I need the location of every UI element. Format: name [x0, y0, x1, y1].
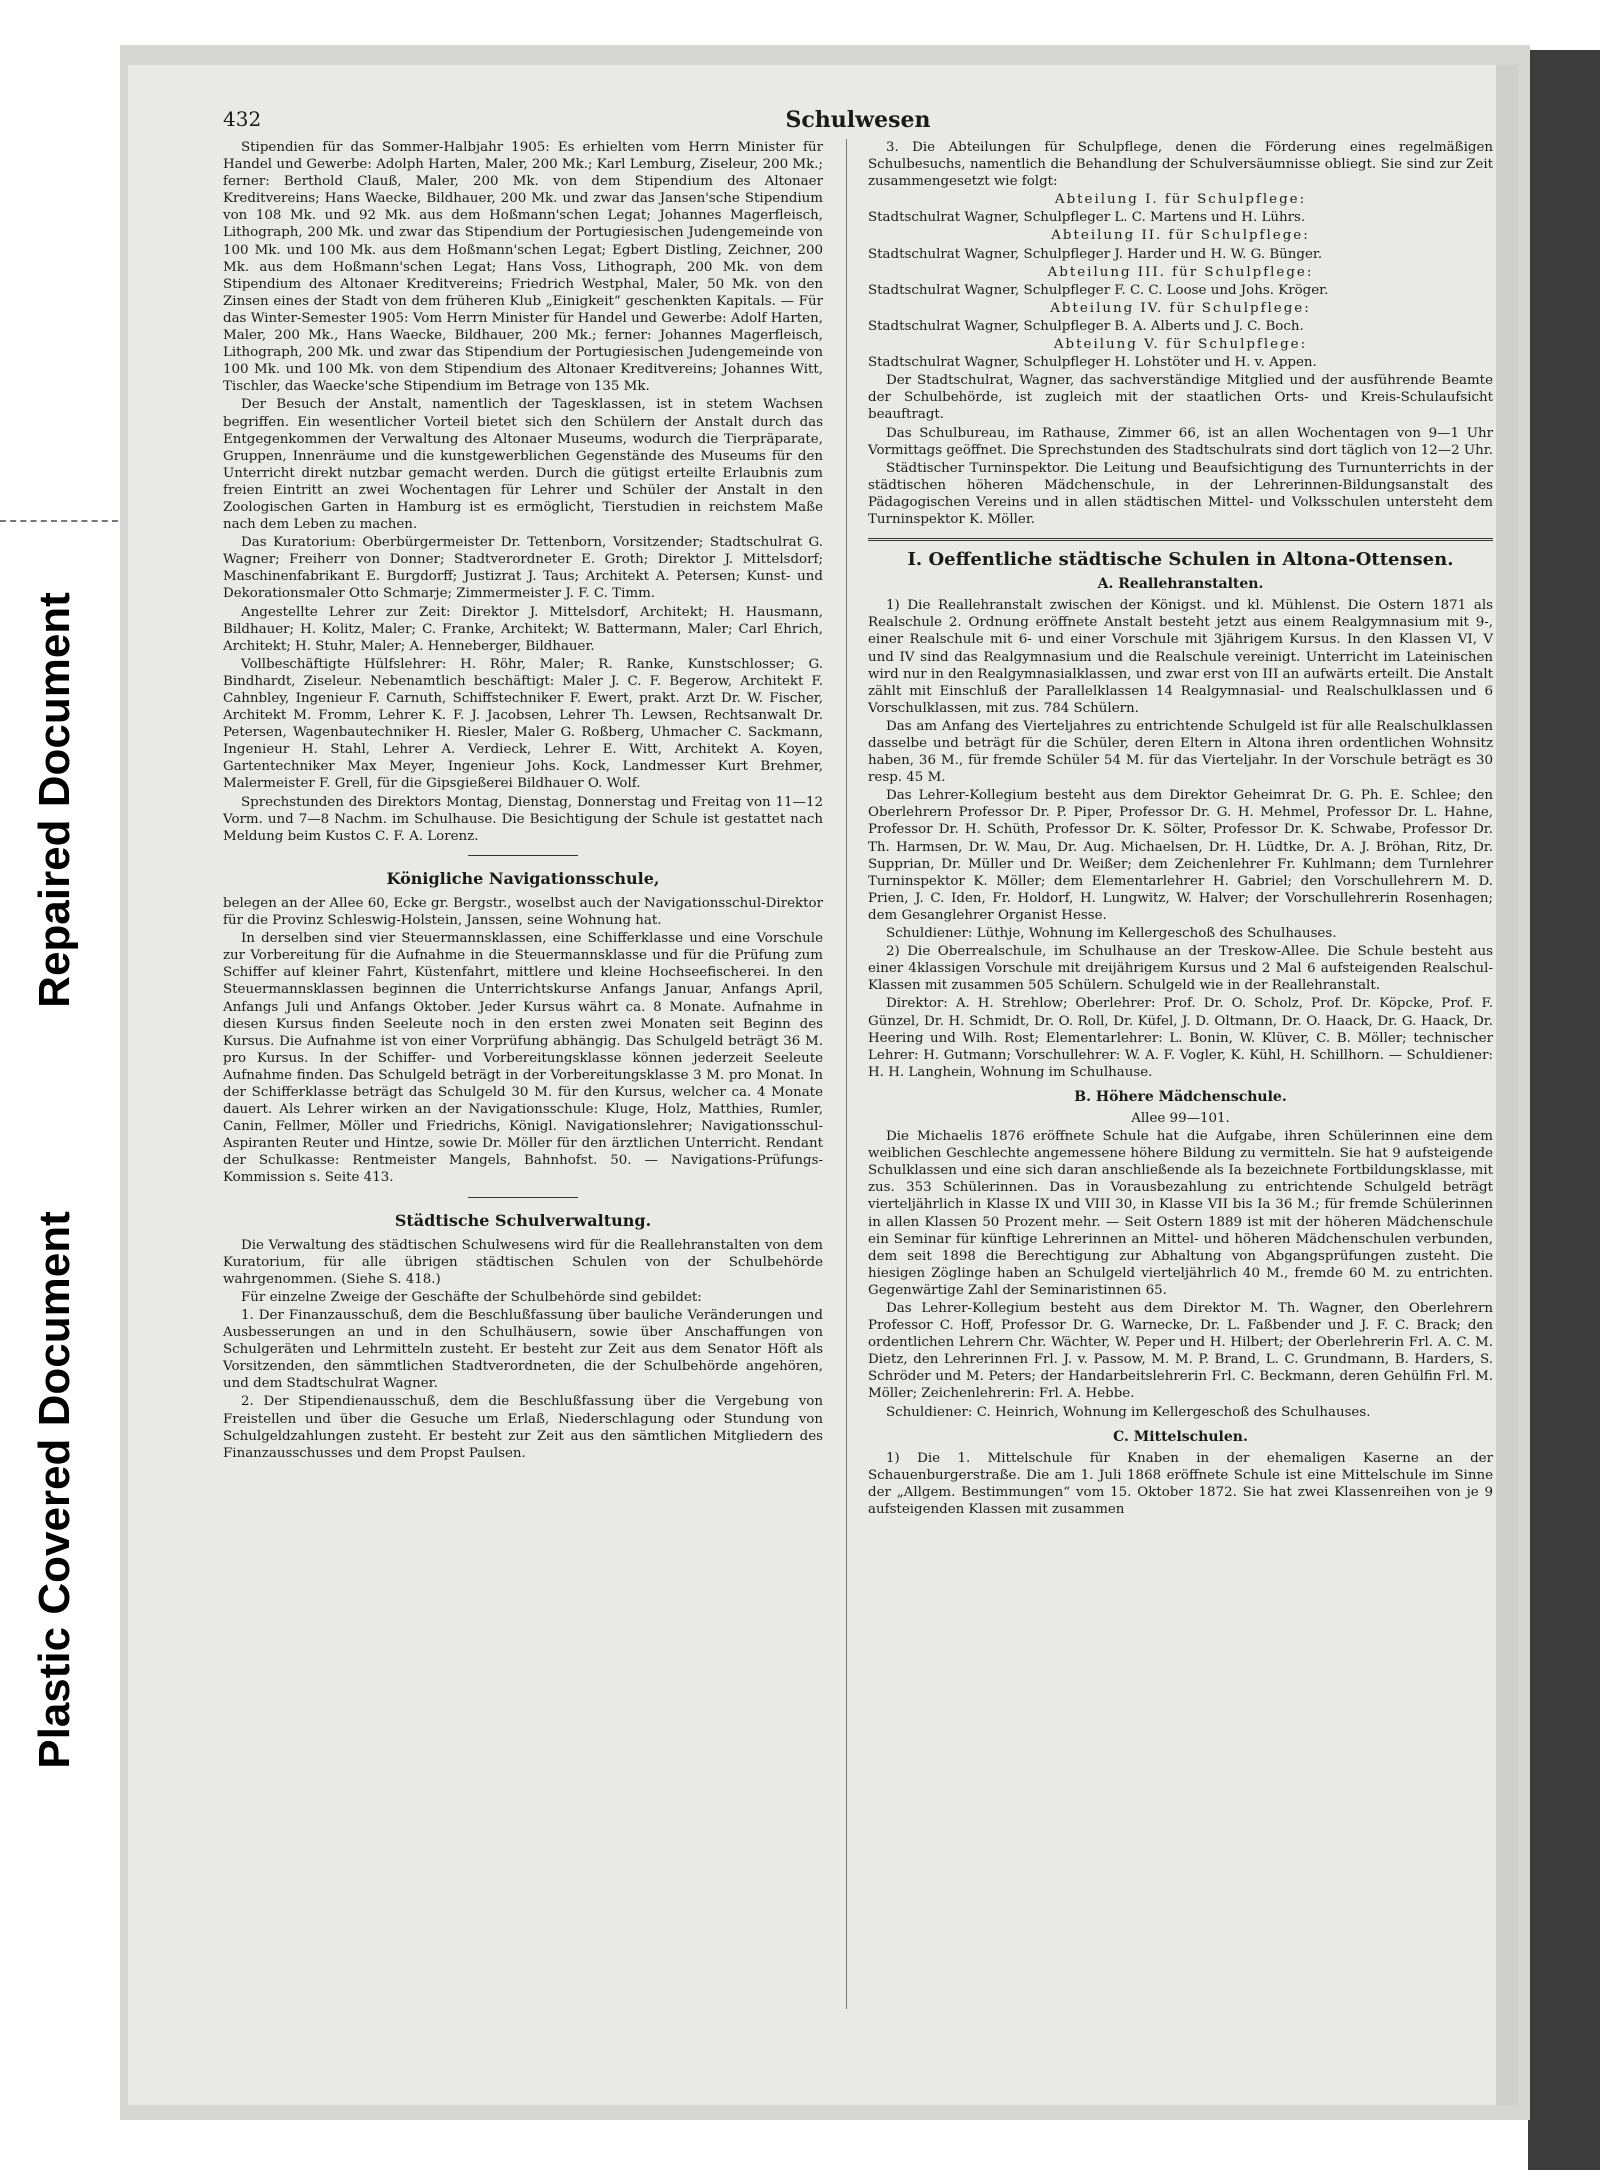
subsection-heading-maedchenschule: B. Höhere Mädchenschule. [1074, 1088, 1287, 1105]
abteilung-heading: Abteilung V. für Schulpflege: [1053, 337, 1308, 353]
kuratorium-paragraph: Das Kuratorium: Oberbürgermeister Dr. Tettenborn, Vorsitzender; Stadtschulrat G. Wagner; Freiherr von Donner; Stadtverordneter E. Groth; Direktor J. Mittelsdorf; Maschinenfabrikant E. Burgdorff; Justizrat J. Taus; Architekt A. Petersen; Kunst- und Dekorationsmaler Otto Schmarje; Zimmermeister J. F. C. Timm. [223, 535, 823, 602]
turninspektor-paragraph: Städtischer Turninspektor. Die Leitung und Beaufsichtigung des Turnunterrichts in der städtischen höheren Mädchenschule, in der Lehrerinnen-Bildungsanstalt des Pädagogischen Vereins und in allen städtischen Mittel- und Volksschulen untersteht dem Turninspektor K. Möller. [868, 460, 1493, 527]
oberrealschule-paragraph: 2) Die Oberrealschule, im Schulhause an der Treskow-Allee. Die Schule besteht aus einer 4klassigen Vorschule mit dreijährigem Kursus und 2 Mal 6 aufsteigenden Realschul-Klassen mit zusammen 505 Schülern. Schulgeld wie in der Reallehranstalt. [868, 944, 1493, 994]
abteilung-heading: Abteilung III. für Schulpflege: [1047, 264, 1314, 280]
subsection-heading-reallehranstalten: A. Reallehranstalten. [1097, 576, 1264, 593]
schulgeld-paragraph: Das am Anfang des Vierteljahres zu entrichtende Schulgeld ist für alle Realschulklassen dasselbe und beträgt für die Schüler, deren Eltern in Altona ihren ordentlichen Wohnsitz haben, 36 M., für fremde Schüler 54 M. für das Vierteljahr. In der Vorschule beträgt es 30 resp. 45 M. [868, 718, 1493, 786]
abteilung-heading: Abteilung II. für Schulpflege: [1051, 228, 1310, 244]
section-heading-schulverwaltung: Städtische Schulverwaltung. [394, 1210, 652, 1230]
section-heading-oeffentliche-schulen: I. Oeffentliche städtische Schulen in Altona-Ottensen. [907, 549, 1454, 571]
double-rule [868, 538, 1493, 541]
lehrer-kollegium-paragraph: Das Lehrer-Kollegium besteht aus dem Direktor Geheimrat Dr. G. Ph. E. Schlee; den Oberlehrern Professor Dr. P. Piper, Professor Dr. G. H. Mehmel, Professor Dr. L. Hahne, Professor Dr. H. Schüth, Professor Dr. K. Sölter, Professor Dr. K. Schwabe, Professor Dr. Th. Harmsen, Dr. W. Mau, Dr. Aug. Michaelsen, Dr. H. Lüdtke, Dr. A. J. Bröhan, Ritz, Dr. Supprian, Dr. Müller und Dr. Weißer; dem Zeichenlehrer Fr. Kuhlmann; dem Turnlehrer Turninspektor K. Möller; dem Elementarlehrer H. Gabriel; den Vorschullehrern M. D. Prien, J. C. Iden, Fr. Holdorf, H. Lungwitz, W. Halver; der Vorschullehrerin Rosenhagen; dem Gesanglehrer Organist Hesse. [868, 788, 1493, 923]
schulbureau-paragraph: Das Schulbureau, im Rathause, Zimmer 66, ist an allen Wochentagen von 9—1 Uhr Vormittags geöffnet. Die Sprechstunden des Stadtschulrats sind dort täglich von 12—2 Uhr. [868, 425, 1493, 458]
abteilungen-intro: 3. Die Abteilungen für Schulpflege, denen die Förderung eines regelmäßigen Schulbesuchs, namentlich die Behandlung der Schulversäumnisse obliegt. Sie sind zur Zeit zusammengesetzt wie folgt: [868, 140, 1493, 190]
maedchenschule-paragraph: Die Michaelis 1876 eröffnete Schule hat die Aufgabe, ihren Schülerinnen eine dem weiblichen Geschlechte angemessene höhere Bildung zu vermitteln. Sie hat 9 aufsteigende Schulklassen und eine sich daran anschließende als Ia bezeichnete Fortbildungsklasse, mit zus. 353 Schülerinnen. Das in Vorausbezahlung zu entrichtende Schulgeld beträgt vierteljährlich in Klasse IX und VIII 30, in Klasse VII bis Ia 36 M.; für fremde Schülerinnen in allen Klassen 50 Prozent mehr. — Seit Ostern 1889 ist mit der höheren Mädchenschule ein Seminar für künftige Lehrerinnen an Mittel- und höheren Mädchenschulen verbunden, dem seit 1898 die Berechtigung zur Abhaltung von Abgangsprüfungen zusteht. Die hiesigen Zöglinge haben an Schulgeld vierteljährlich 40 M., fremde 60 M. zu entrichten. Gegenwärtige Zahl der Seminaristinnen 65. [868, 1129, 1493, 1298]
abteilung-heading: Abteilung I. für Schulpflege: [1054, 192, 1307, 208]
sprechstunden-paragraph: Sprechstunden des Direktors Montag, Dienstag, Donnerstag und Freitag von 11—12 Vorm. und 7—8 Nachm. im Schulhause. Die Besichtigung der Schule ist gestattet nach Meldung beim Kustos C. F. A. Lorenz. [223, 794, 823, 844]
abteilung-members: Stadtschulrat Wagner, Schulpfleger B. A. Alberts und J. C. Boch. [868, 318, 1304, 334]
oberrealschule-staff-paragraph: Direktor: A. H. Strehlow; Oberlehrer: Prof. Dr. O. Scholz, Prof. Dr. Köpcke, Prof. F. Günzel, Dr. H. Schmidt, Dr. O. Roll, Dr. Küfel, J. D. Oltmann, Dr. O. Haack, Dr. G. Haack, Dr. Heering und Wilh. Rost; Elementarlehrer: L. Bonin, W. Klüver, C. B. Möller; technischer Lehrer: H. Gutmann; Vorschullehrer: W. A. F. Vogler, K. Kühl, H. Schillhorn. — Schuldiener: H. H. Langhein, Wohnung im Schulhause. [868, 996, 1493, 1080]
maedchenschule-kollegium-paragraph: Das Lehrer-Kollegium besteht aus dem Direktor M. Th. Wagner, den Oberlehrern Professor C. Hoff, Professor Dr. G. Warnecke, Dr. L. Faßbender und J. F. C. Brack; den ordentlichen Lehrern Chr. Wächter, W. Peper und H. Hilbert; der Oberlehrerin Frl. A. C. M. Dietz, den Lehrerinnen Frl. J. v. Passow, M. M. P. Brand, L. C. Grundmann, B. Harders, S. Schröder und M. Peters; der Handarbeitslehrerin Frl. C. Beckmann, deren Gehülfin Frl. M. Möller; Zeichenlehrerin: Frl. A. Hebbe. [868, 1301, 1493, 1402]
short-rule [468, 1197, 578, 1198]
column-divider [846, 139, 847, 2009]
stipendien-paragraph: Stipendien für das Sommer-Halbjahr 1905: Es erhielten vom Herrn Minister für Handel und Gewerbe: Adolph Harten, Maler, 200 Mk.; Karl Lemburg, Ziseleur, 200 Mk.; ferner: Berthold Clauß, Maler, 200 Mk. von dem Stipendium des Altonaer Kreditvereins; Hans Waecke, Bildhauer, 200 Mk. und zwar das Jansen'sche Stipendium von 108 Mk. und 92 Mk. aus dem Hoßmann'schen Legat; Johannes Magerfleisch, Lithograph, 200 Mk. und zwar das Stipendium der Portugiesischen Judengemeinde von 100 Mk. und 100 Mk. aus dem Hoßmann'schen Legat; Egbert Distling, Zeichner, 200 Mk. aus dem Hoßmann'schen Legat; Hans Voss, Lithograph, 200 Mk. von dem Stipendium des Altonaer Kreditvereins; Friedrich Westphal, Maler, 50 Mk. von den Zinsen eines der Stadt von dem früheren Klub „Einigkeit“ geschenkten Kapitals. — Für das Winter-Semester 1905: Vom Herrn Minister für Handel und Gewerbe: Adolf Harten, Maler, 200 Mk., Hans Waecke, Bildhauer, 200 Mk.; ferner: Johannes Magerfleisch, Lithograph, 200 Mk. und zwar das Stipendium der Portugiesischen Judengemeinde von 100 Mk. und 100 Mk. von dem Stipendium des Altonaer Kreditvereins; Johannes Witt, Tischler, das Waecke'sche Stipendium im Betrage von 135 Mk. [223, 140, 823, 395]
cut-line [0, 520, 118, 522]
page-edge [1496, 65, 1518, 2105]
navigationsschule-paragraph: In derselben sind vier Steuermannsklassen, eine Schifferklasse und eine Vorschule zur Vorbereitung für die Aufnahme in die Steuermannsklasse und für die Prüfung zum Schiffer auf kleiner Fahrt, Küstenfahrt, mittlere und kleine Hochseefischerei. In den Steuermannsklassen beginnen die Unterrichtskurse Anfangs Januar, Anfangs April, Anfangs Juli und Anfangs Oktober. Jeder Kursus währt ca. 8 Monate. Aufnahme in diesen Kursus finden Seeleute noch in den ersten zwei Monaten seit Beginn des Kursus. Die Aufnahme ist von einer Vorprüfung abhängig. Das Schulgeld beträgt 36 M. pro Kursus. In der Schiffer- und Vorbereitungsklasse können jederzeit Seeleute Aufnahme finden. Das Schulgeld beträgt in der Vorbereitungsklasse 3 M. pro Monat. In der Schifferklasse beträgt das Schulgeld 30 M. für den Kursus, welcher ca. 4 Monate dauert. Als Lehrer wirken an der Navigationsschule: Kluge, Holz, Matthies, Rumler, Canin, Fellmer, Möller und Friedrichs, Königl. Navigationslehrer; Navigationsschul-Aspiranten Reuter und Hintze, sowie Dr. Möller für den ärztlichen Unterricht. Rendant der Schulkasse: Rentmeister Mangels, Bahnhofst. 50. — Navigations-Prüfungs-Kommission s. Seite 413. [223, 931, 823, 1186]
schuldiener-paragraph: Schuldiener: Lüthje, Wohnung im Kellergeschoß des Schulhauses. [886, 926, 1337, 942]
verwaltung-paragraph: Die Verwaltung des städtischen Schulwesens wird für die Reallehranstalten von dem Kuratorium, für alle übrigen städtischen Schulen von der Schulbehörde wahrgenommen. (Siehe S. 418.) [223, 1237, 823, 1287]
reallehranstalt-paragraph: 1) Die Reallehranstalt zwischen der Königst. und kl. Mühlenst. Die Ostern 1871 als Realschule 2. Ordnung eröffnete Anstalt besteht jetzt aus einem Realgymnasium mit 9-, einer Realschule mit 6- und einer Vorschule mit 3jährigem Kursus. In den Klassen VI, V und IV sind das Realgymnasium und die Realschule vereinigt. Unterricht im Lateinischen wird nur in den Realgymnasialklassen, und zwar erst von III an aufwärts erteilt. Die Anstalt zählt mit Einschluß der Parallelklassen 14 Realgymnasial- und Realschulklassen und 6 Vorschulklassen, mit zus. 784 Schülern. [868, 598, 1493, 716]
page-number: 432 [223, 107, 262, 131]
repaired-document-label: Repaired Document [30, 592, 80, 1008]
abteilung-members: Stadtschulrat Wagner, Schulpfleger L. C. Martens und H. Lührs. [868, 210, 1306, 226]
abteilung-heading: Abteilung IV. für Schulpflege: [1050, 300, 1311, 316]
short-rule [468, 855, 578, 856]
besuch-paragraph: Der Besuch der Anstalt, namentlich der Tagesklassen, ist in stetem Wachsen begriffen. Ein wesentlicher Vorteil bietet sich den Schülern der Anstalt durch das Entgegenkommen der Verwaltung des Altonaer Museums, wodurch die Tierpräparate, Gruppen, Innenräume und die kunstgewerblichen Gegenstände des Museums für den Unterricht direkt nutzbar gemacht werden. Durch die gütigst erteilte Erlaubnis zum freien Eintritt an zwei Wochentagen für Lehrer und Schüler der Anstalt in den Zoologischen Garten in Hamburg ist es ermöglicht, Tierstudien in reichstem Maße nach dem Leben zu machen. [223, 397, 823, 533]
right-column [868, 139, 1493, 1519]
running-title: Schulwesen [785, 107, 931, 133]
abteilung-members: Stadtschulrat Wagner, Schulpfleger H. Lohstöter und H. v. Appen. [868, 355, 1317, 371]
navigationsschule-location: belegen an der Allee 60, Ecke gr. Bergstr., woselbst auch der Navigationsschul-Direktor für die Provinz Schleswig-Holstein, Janssen, seine Wohnung hat. [223, 895, 823, 929]
page-header [223, 107, 1493, 137]
left-column [223, 139, 823, 1463]
stadtschulrat-paragraph: Der Stadtschulrat, Wagner, das sachverständige Mitglied und der ausführende Beamte der Schulbehörde, ist zugleich mit der staatlichen Orts- und Kreis-Schulaufsicht beauftragt. [868, 373, 1493, 423]
huelfslehrer-paragraph: Vollbeschäftigte Hülfslehrer: H. Röhr, Maler; R. Ranke, Kunstschlosser; G. Bindhardt, Ziseleur. Nebenamtlich beschäftigt: Maler J. C. F. Begerow, Architekt F. Cahnbley, Ingenieur F. Carnuth, Schiffstechniker F. Ewert, prakt. Arzt Dr. W. Fischer, Architekt M. Fromm, Lehrer K. F. J. Jacobsen, Lehrer Th. Lewsen, Rechtsanwalt Dr. Petersen, Wagenbautechniker H. Riesler, Maler G. Roßberg, Uhmacher C. Sackmann, Ingenieur H. Stahl, Lehrer A. Verdieck, Lehrer E. Witt, Architekt A. Koyen, Gartentechniker Max Meyer, Ingenieur Johs. Kock, Landmesser Kurt Brehmer, Malermeister F. Grell, für die Gipsgießerei Bildhauer O. Wolf. [223, 656, 823, 792]
document-page [128, 65, 1518, 2105]
scanner-shadow [1528, 50, 1600, 2170]
lehrer-paragraph: Angestellte Lehrer zur Zeit: Direktor J. Mittelsdorf, Architekt; H. Hausmann, Bildhauer; H. Kolitz, Maler; C. Franke, Architekt; W. Battermann, Maler; Carl Ehrich, Architekt; H. Stuhr, Maler; A. Henneberger, Bildhauer. [223, 604, 823, 654]
subsection-heading-mittelschulen: C. Mittelschulen. [1113, 1428, 1248, 1445]
section-heading-navigationsschule: Königliche Navigationsschule, [386, 868, 660, 888]
abteilung-members: Stadtschulrat Wagner, Schulpfleger F. C. C. Loose und Johs. Kröger. [868, 282, 1329, 298]
finanzausschuss-paragraph: 1. Der Finanzausschuß, dem die Beschlußfassung über bauliche Veränderungen und Ausbesserungen an und in den Schulhäusern, sowie über Anschaffungen von Schulgeräten und Lehrmitteln zusteht. Er besteht zur Zeit aus dem Senator Höft als Vorsitzenden, den sämmtlichen Stadtverordneten, die der Schulbehörde angehören, und dem Stadtschulrat Wagner. [223, 1308, 823, 1392]
stipendienausschuss-paragraph: 2. Der Stipendienausschuß, dem die Beschlußfassung über die Vergebung von Freistellen und über die Gesuche um Erlaß, Niederschlagung oder Stundung von Schulgeldzahlungen zusteht. Er besteht zur Zeit aus den sämtlichen Mitgliedern des Finanzausschusses und dem Propst Paulsen. [223, 1394, 823, 1461]
scanned-sheet [120, 45, 1530, 2120]
abteilung-members: Stadtschulrat Wagner, Schulpfleger J. Harder und H. W. G. Bünger. [868, 246, 1323, 262]
maedchenschule-schuldiener: Schuldiener: C. Heinrich, Wohnung im Kellergeschoß des Schulhauses. [886, 1404, 1371, 1420]
mittelschule-paragraph: 1) Die 1. Mittelschule für Knaben in der ehemaligen Kaserne an der Schauenburgerstraße. Die am 1. Juli 1868 eröffnete Schule ist eine Mittelschule im Sinne der „Allgem. Bestimmungen“ vom 15. Oktober 1872. Sie hat zwei Klassenreihen von je 9 aufsteigenden Klassen mit zusammen [868, 1450, 1493, 1518]
verwaltung-paragraph: Für einzelne Zweige der Geschäfte der Schulbehörde sind gebildet: [241, 1289, 702, 1305]
maedchenschule-location: Allee 99—101. [1131, 1110, 1230, 1126]
plastic-covered-document-label: Plastic Covered Document [30, 1211, 79, 1769]
